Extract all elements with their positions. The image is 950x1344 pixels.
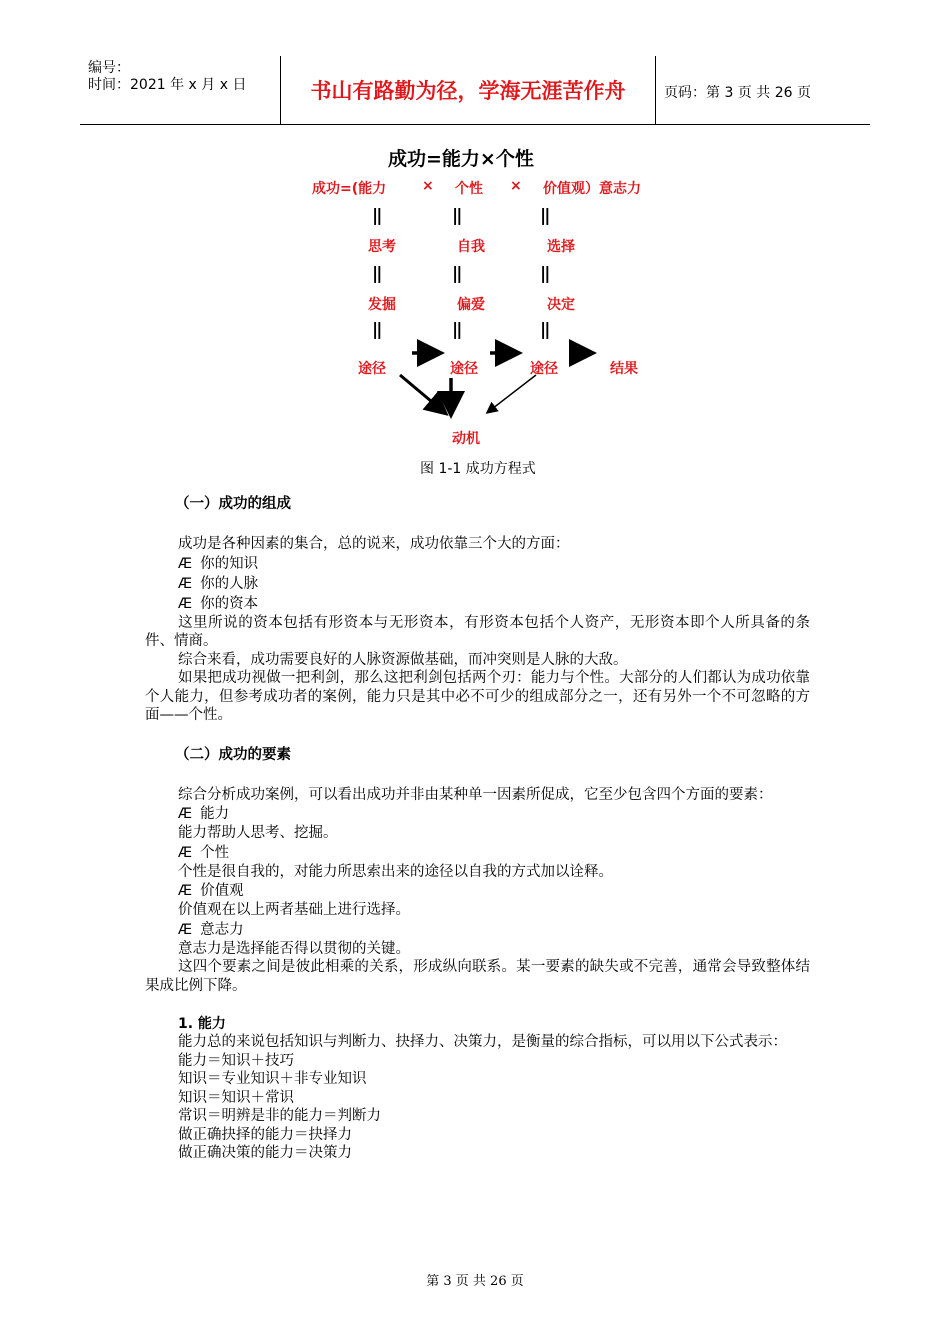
row4-path-3: 途径 — [530, 361, 558, 377]
success-equation-diagram — [300, 140, 680, 460]
bar: || — [452, 264, 461, 284]
page-header — [80, 56, 870, 125]
bullet-marker: Æ — [178, 883, 193, 899]
bullet-item — [178, 554, 810, 574]
bullet-marker: Æ — [178, 921, 193, 938]
bullet-text: 你的资本 — [200, 595, 259, 612]
section-heading: （一）成功的组成 — [175, 496, 291, 512]
row3-preference: 偏爱 — [457, 297, 485, 313]
bottom-motivation: 动机 — [452, 431, 480, 447]
header-motto: 书山有路勤为径，学海无涯苦作舟 — [280, 56, 656, 124]
element-description: 能力帮助人思考、挖掘。 — [178, 825, 338, 841]
section-heading: （二）成功的要素 — [175, 746, 291, 763]
row3-explore: 发掘 — [368, 297, 396, 313]
paragraph: 综合来看，成功需要良好的人脉资源做基础，而冲突则是人脉的大敌。 — [178, 651, 628, 668]
bullet-marker: Æ — [178, 555, 193, 572]
bar: || — [452, 206, 461, 226]
row2-self: 自我 — [457, 239, 485, 255]
row1-ability: 成功=(能力 — [312, 181, 387, 197]
arrow-right-down — [488, 375, 536, 412]
element-description: 意志力是选择能否得以贯彻的关键。 — [178, 940, 410, 957]
row1-times-1: × — [422, 178, 434, 194]
page-footer: 第 3 页 共 26 页 — [426, 1274, 524, 1289]
formula-line: 知识＝知识＋常识 — [178, 1089, 294, 1106]
bar: || — [540, 264, 549, 284]
bullet-text: 你的知识 — [200, 555, 259, 572]
bullet-text: 价值观 — [200, 883, 244, 899]
row1-personality: 个性 — [455, 181, 483, 197]
bullet-item — [178, 594, 810, 614]
element-description: 个性是很自我的，对能力所思索出来的途径以自我的方式加以诠释。 — [178, 863, 613, 880]
bullet-marker: Æ — [178, 575, 193, 592]
paragraph: 成功是各种因素的集合，总的说来，成功依靠三个大的方面： — [178, 536, 570, 552]
formula-line: 常识＝明辨是非的能力＝判断力 — [178, 1108, 381, 1124]
paragraph: 这四个要素之间是彼此相乘的关系，形成纵向联系。某一要素的缺失或不完善，通常会导致整体结果成比例下降。 — [145, 959, 810, 994]
bullet-item — [178, 920, 810, 940]
header-page-label: 页码：第 3 页 共 26 页 — [664, 85, 811, 101]
bullet-text: 意志力 — [200, 921, 244, 938]
subsection-heading: 1. 能力 — [178, 1016, 226, 1032]
bullet-item — [178, 574, 810, 594]
bullet-text: 你的人脉 — [200, 575, 259, 592]
bullet-item — [178, 881, 810, 901]
row1-values-will: 价值观）意志力 — [543, 181, 641, 197]
bullet-item — [178, 804, 810, 824]
paragraph: 这里所说的资本包括有形资本与无形资本，有形资本包括个人资产，无形资本即个人所具备的条件、情商。 — [145, 614, 810, 649]
bar: || — [372, 206, 381, 226]
bar: || — [540, 206, 549, 226]
paragraph: 如果把成功视做一把利剑，那么这把利剑包括两个刃：能力与个性。大部分的人们都认为成功依靠个人能力，但参考成功者的案例，能力只是其中必不可少的组成部分之一，还有另外一个不可忽略的方面——个性。 — [145, 670, 810, 723]
element-description: 价值观在以上两者基础上进行选择。 — [178, 902, 410, 918]
row4-result: 结果 — [610, 361, 638, 377]
bullet-text: 个性 — [200, 844, 230, 861]
formula-line: 做正确抉择的能力＝抉择力 — [178, 1126, 352, 1143]
row2-think: 思考 — [368, 239, 396, 255]
formula-line: 知识＝专业知识＋非专业知识 — [178, 1071, 367, 1087]
row1-times-2: × — [510, 178, 522, 194]
bar: || — [452, 320, 461, 340]
formula-line: 做正确决策的能力＝决策力 — [178, 1145, 352, 1161]
paragraph: 能力总的来说包括知识与判断力、抉择力、决策力，是衡量的综合指标，可以用以下公式表示： — [178, 1034, 787, 1050]
diagram-title: 成功=能力×个性 — [388, 148, 534, 170]
row4-path-2: 途径 — [450, 361, 478, 377]
bullet-marker: Æ — [178, 595, 193, 612]
paragraph: 综合分析成功案例，可以看出成功并非由某种单一因素所促成，它至少包含四个方面的要素： — [178, 786, 773, 803]
row2-choose: 选择 — [547, 239, 575, 255]
figure-caption: 图 1-1 成功方程式 — [420, 461, 536, 477]
bar: || — [372, 264, 381, 284]
bar: || — [540, 320, 549, 340]
bullet-marker: Æ — [178, 806, 193, 822]
document-body — [145, 492, 810, 1163]
number-label: 编号： — [88, 60, 130, 76]
bar: || — [372, 320, 381, 340]
time-label: 时间：2021 年 x 月 x 日 — [88, 77, 247, 93]
row3-decide: 决定 — [547, 297, 575, 313]
row4-path-1: 途径 — [358, 361, 386, 377]
bullet-item — [178, 843, 810, 863]
formula-line: 能力＝知识＋技巧 — [178, 1052, 294, 1069]
bullet-text: 能力 — [200, 806, 230, 822]
header-meta — [88, 60, 288, 94]
arrow-left-down — [400, 375, 444, 412]
bullet-marker: Æ — [178, 844, 193, 861]
